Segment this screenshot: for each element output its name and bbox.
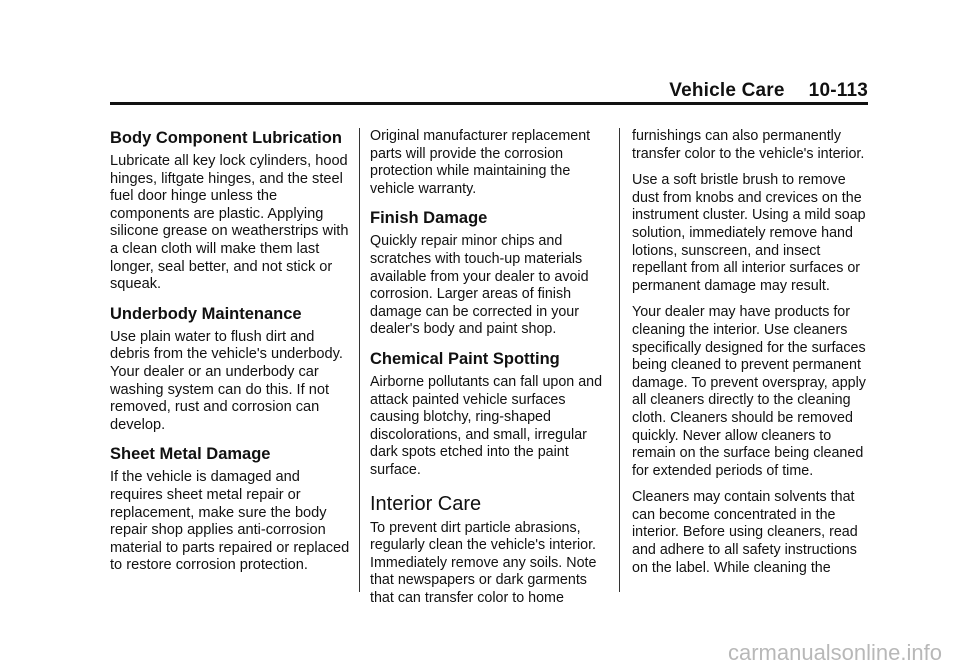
header-rule (110, 102, 868, 105)
paragraph-solvents: Cleaners may contain solvents that can become concentrated in the interior. Before using cleaners, read and adhere to all safety instructions on the label. While cleaning the (632, 489, 858, 576)
column-1 (110, 128, 350, 584)
paragraph-body-lubrication: Lubricate all key lock cylinders, hood hinges, liftgate hinges, and the steel fuel door hinge unless the components are plastic. Applying silicone grease on weatherstrips with a clean cloth will make them last longer, seal better, and not stick or squeak. (110, 153, 349, 293)
header-section-title: Vehicle Care (669, 80, 785, 101)
heading-underbody-maintenance: Underbody Maintenance (110, 304, 302, 323)
heading-sheet-metal-damage: Sheet Metal Damage (110, 445, 271, 464)
column-3 (632, 128, 872, 586)
column-divider-2 (619, 128, 620, 592)
paragraph-underbody: Use plain water to flush dirt and debris from the vehicle's underbody. Your dealer or an underbody car washing system can do this. If not removed, rust and corrosion can develop. (110, 328, 343, 433)
heading-interior-care: Interior Care (370, 492, 482, 515)
watermark: carmanualsonline.info (727, 640, 942, 665)
paragraph-replacement-parts: Original manufacturer replacement parts will provide the corrosion protection while maintaining the vehicle warranty. (370, 128, 591, 197)
heading-body-component-lubrication: Body Component Lubrication (110, 129, 342, 147)
paragraph-finish-damage: Quickly repair minor chips and scratches with touch-up materials available from your dealer to avoid corrosion. Larger areas of finish damage can be corrected in your dealer's body and paint shop. (370, 233, 589, 338)
paragraph-dealer-products: Your dealer may have products for cleaning the interior. Use cleaners specifically designed for the surfaces being cleaned to prevent permanent damage. To prevent overspray, apply all cleaners directly to the cleaning cloth. Cleaners should be removed quickly. Never allow cleaners to remain on the surface being cleaned for extended periods of time. (632, 304, 866, 479)
heading-chemical-paint-spotting: Chemical Paint Spotting (370, 349, 560, 368)
page-header (669, 80, 868, 102)
header-page-number: 10-113 (808, 80, 868, 101)
paragraph-chemical-paint: Airborne pollutants can fall upon and attack painted vehicle surfaces causing blotchy, ring-shaped discolorations, and small, irregular dark spots etched into the paint surface. (370, 373, 603, 478)
paragraph-interior-care: To prevent dirt particle abrasions, regularly clean the vehicle's interior. Immediately remove any soils. Note that newspapers or dark garments that can transfer color to home (370, 519, 597, 606)
paragraph-sheet-metal: If the vehicle is damaged and requires sheet metal repair or replacement, make sure the body repair shop applies anti-corrosion material to parts repaired or replaced to restore corrosion protection. (110, 469, 350, 574)
paragraph-soft-brush: Use a soft bristle brush to remove dust from knobs and crevices on the instrument cluster. Using a mild soap solution, immediately remove hand lotions, sunscreen, and insect repellant from all interior surfaces or permanent damage may result. (632, 172, 866, 294)
column-divider-1 (359, 128, 360, 592)
paragraph-furnishings: furnishings can also permanently transfer color to the vehicle's interior. (632, 128, 865, 162)
heading-finish-damage: Finish Damage (370, 209, 488, 228)
column-2 (370, 128, 610, 616)
